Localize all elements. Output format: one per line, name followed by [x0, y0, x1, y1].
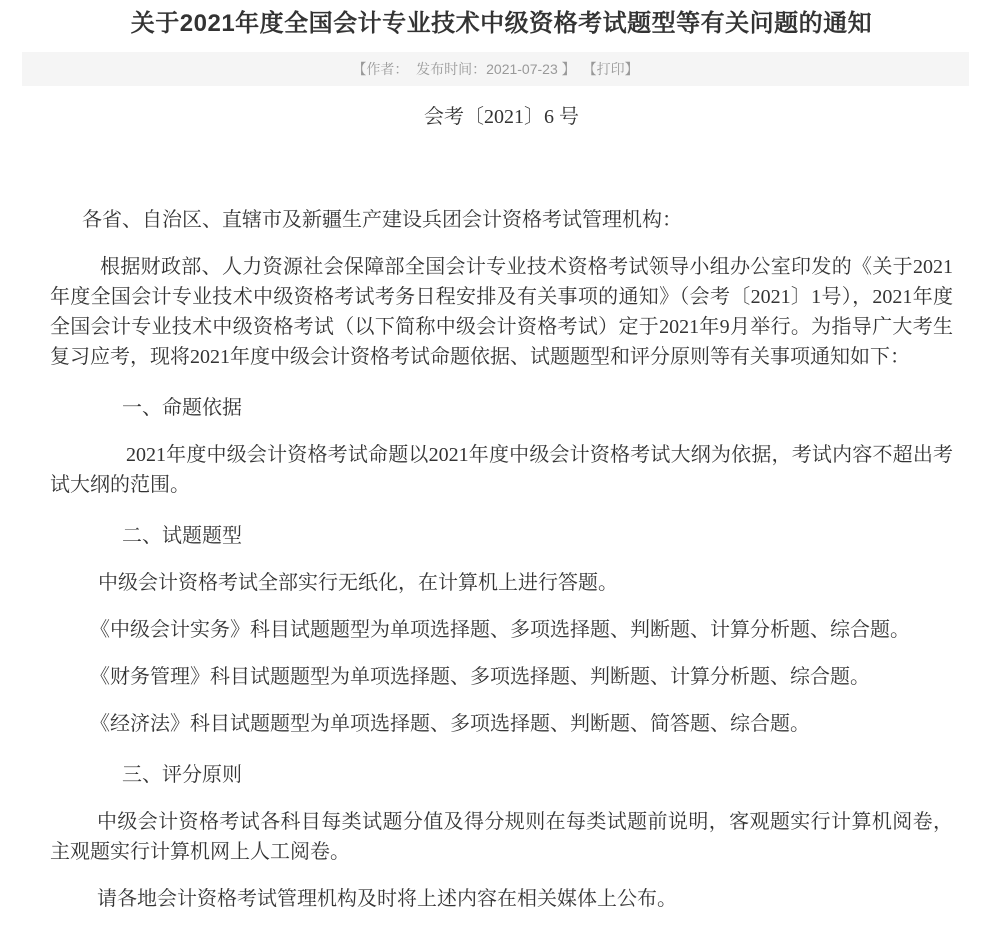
section-1-paragraph: 2021年度中级会计资格考试命题以2021年度中级会计资格考试大纲为依据，考试内容不超出考试大纲的范围。: [50, 444, 953, 496]
page-title: 关于2021年度全国会计专业技术中级资格考试题型等有关问题的通知: [130, 10, 873, 37]
author-publish-info: 【作者： 发布时间：2021-07-23 】: [352, 61, 576, 77]
section-heading-1: 一、命题依据: [122, 397, 242, 419]
section-2-paragraph: 《中级会计实务》科目试题题型为单项选择题、多项选择题、判断题、计算分析题、综合题。: [90, 619, 910, 641]
notice-body: [0, 205, 1003, 914]
intro-paragraph: 根据财政部、人力资源社会保障部全国会计专业技术资格考试领导小组办公室印发的《关于2021年度全国会计专业技术中级资格考试考务日程安排及有关事项的通知》（会考〔2021〕1号），2021年度全国会计专业技术中级资格考试（以下简称中级会计资格考试）定于2021年9月举行。为指导广大考生复习应考，现将2021年度中级会计资格考试命题依据、试题题型和评分原则等有关事项通知如下：: [50, 256, 953, 368]
document-number: 会考〔2021〕6 号: [424, 106, 579, 128]
print-button[interactable]: 【打印】: [589, 61, 639, 77]
section-2-paragraph: 中级会计资格考试全部实行无纸化，在计算机上进行答题。: [98, 572, 618, 594]
section-heading-2: 二、试题题型: [122, 525, 242, 547]
salutation-paragraph: 各省、自治区、直辖市及新疆生产建设兵团会计资格考试管理机构：: [82, 209, 682, 231]
section-3-paragraph: 中级会计资格考试各科目每类试题分值及得分规则在每类试题前说明，客观题实行计算机阅卷，主观题实行计算机网上人工阅卷。: [50, 811, 953, 863]
section-heading-3: 三、评分原则: [122, 764, 242, 786]
section-2-paragraph: 《财务管理》科目试题题型为单项选择题、多项选择题、判断题、计算分析题、综合题。: [90, 666, 870, 688]
meta-bar: [22, 52, 969, 86]
closing-paragraph: 请各地会计资格考试管理机构及时将上述内容在相关媒体上公布。: [97, 888, 677, 910]
section-2-paragraph: 《经济法》科目试题题型为单项选择题、多项选择题、判断题、简答题、综合题。: [90, 713, 810, 735]
